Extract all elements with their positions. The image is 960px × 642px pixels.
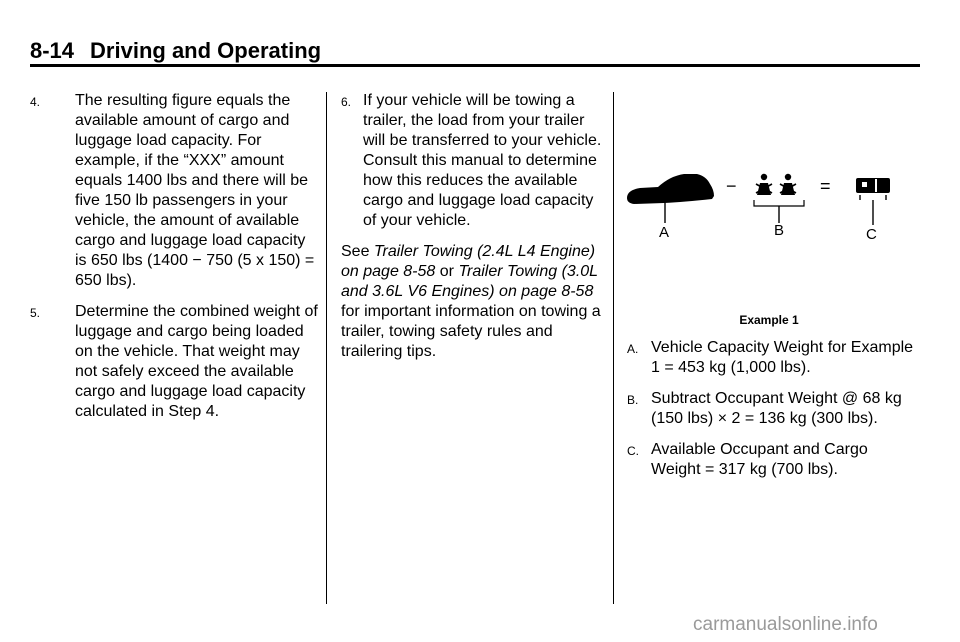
header-rule [30, 64, 920, 67]
minus-sign: − [726, 176, 737, 196]
column-divider-right [613, 92, 614, 604]
step-5 [30, 302, 320, 422]
see-suffix: for important information on towing a trailer, towing safety rules and trailering tips. [341, 303, 601, 360]
page-number: 8-14 [30, 38, 75, 63]
legend-item-c [627, 440, 917, 480]
trailer-towing-link-2[interactable]: Trailer Towing (3.0L and 3.6L V6 Engines) on page 8-58 [341, 263, 598, 300]
step-6 [341, 91, 605, 231]
load-example-figure [624, 168, 914, 248]
see-prefix: See [341, 243, 374, 260]
bracket-b [754, 200, 804, 206]
legend-letter: A. [627, 342, 639, 356]
label-c: C [866, 226, 877, 243]
step-text: If your vehicle will be towing a trailer, the load from your trailer will be transferred to your vehicle. Consult this manual to determine how this reduces the available cargo and luggage load capacity of your vehicle. [363, 92, 602, 229]
legend-letter: C. [627, 444, 639, 458]
column-divider-left [326, 92, 327, 604]
trailer-towing-link-1[interactable]: Trailer Towing (2.4L L4 Engine) on page 8-58 [341, 243, 596, 280]
step-number: 5. [30, 306, 41, 320]
equals-sign: = [820, 176, 831, 196]
middle-column [341, 91, 605, 362]
figure-caption: Example 1 [739, 313, 799, 327]
left-column [30, 91, 320, 433]
page-header [30, 38, 321, 64]
figure-legend [627, 338, 917, 491]
step-text: The resulting figure equals the available amount of cargo and luggage load capacity. For example, if the “XXX” amount equals 1400 lbs and there will be five 150 lb passengers in your vehicle, the amount of available cargo and luggage load capacity is 650 lbs (1400 − 750 (5 x 150) = 650 lbs). [75, 92, 315, 289]
watermark: carmanualsonline.info [693, 614, 878, 635]
see-or: or [435, 263, 459, 280]
label-b: B [774, 222, 785, 239]
occupant-icon-right [780, 174, 796, 195]
step-4 [30, 91, 320, 291]
step-number: 4. [30, 95, 41, 109]
legend-text: Subtract Occupant Weight @ 68 kg (150 lbs) × 2 = 136 kg (300 lbs). [651, 390, 902, 427]
legend-letter: B. [627, 393, 639, 407]
legend-text: Available Occupant and Cargo Weight = 317 kg (700 lbs). [651, 441, 868, 478]
legend-text: Vehicle Capacity Weight for Example 1 = 453 kg (1,000 lbs). [651, 339, 914, 376]
legend-item-b [627, 389, 917, 429]
cargo-icon [856, 178, 890, 200]
occupant-icon-left [756, 174, 772, 195]
legend-item-a [627, 338, 917, 378]
car-icon [627, 174, 714, 204]
see-also-paragraph [341, 242, 605, 362]
step-text: Determine the combined weight of luggage and cargo being loaded on the vehicle. That weight may not safely exceed the available cargo and luggage load capacity calculated in Step 4. [75, 303, 318, 420]
section-title: Driving and Operating [90, 38, 322, 63]
step-number: 6. [341, 95, 352, 109]
label-a: A [659, 224, 670, 241]
